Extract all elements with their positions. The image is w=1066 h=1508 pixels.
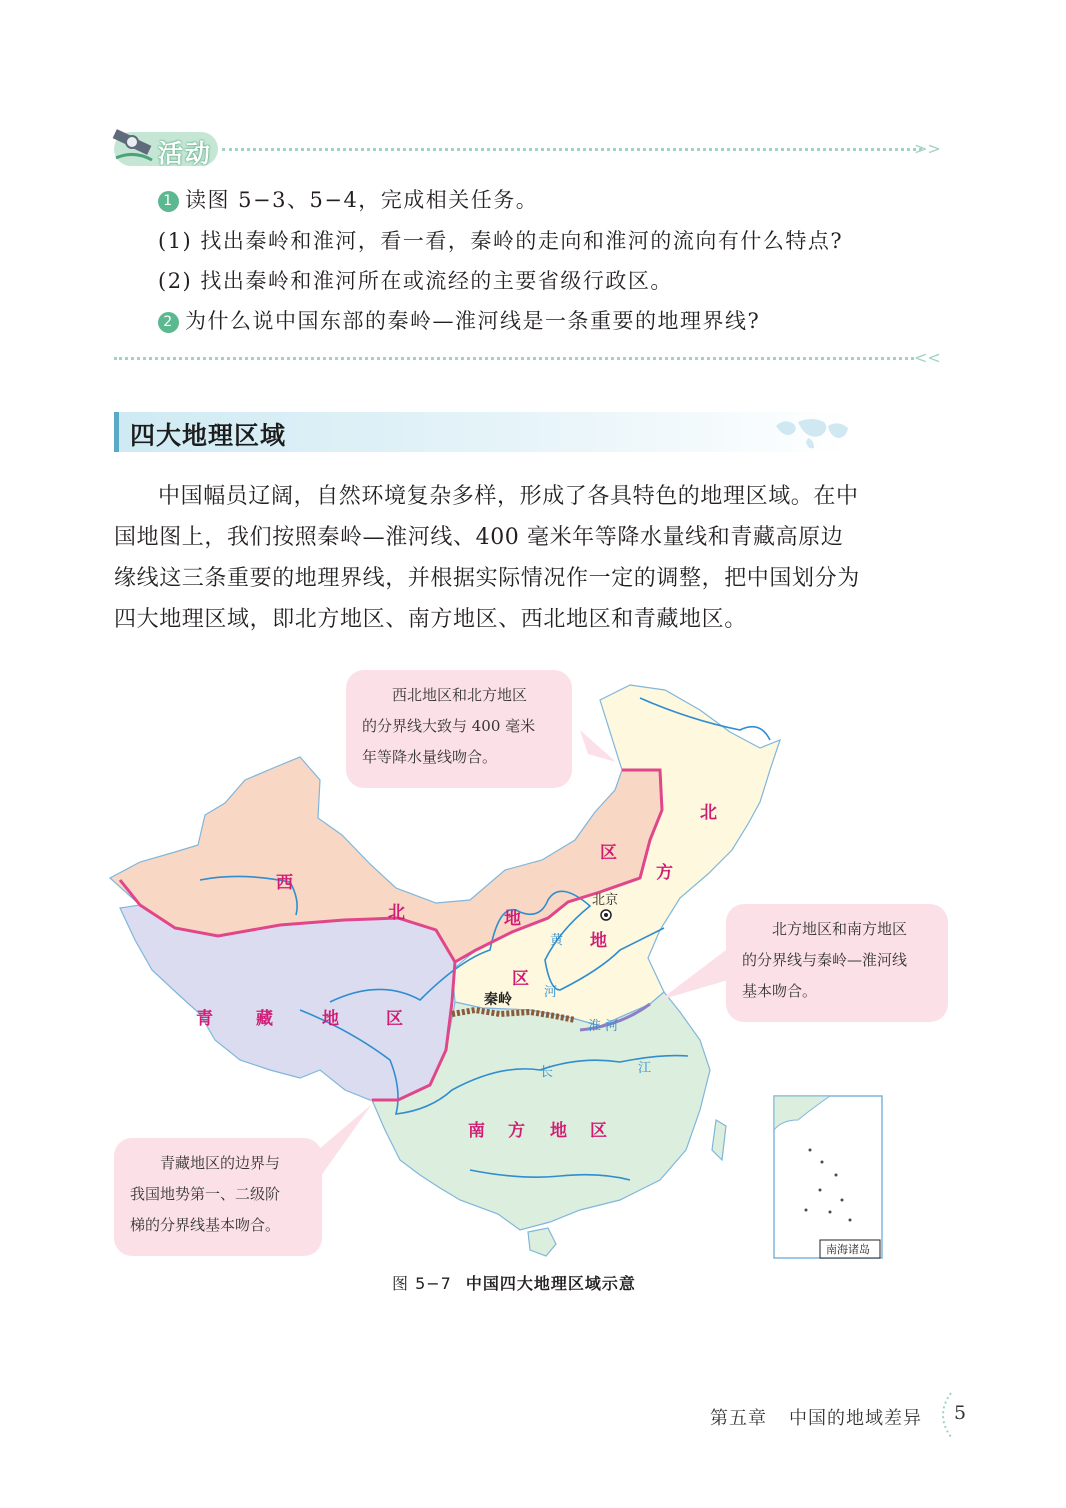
double-chevron-left-icon: << — [914, 348, 941, 367]
callout-north-south-boundary: 北方地区和南方地区 的分界线与秦岭—淮河线 基本吻合。 — [726, 904, 948, 1022]
taiwan-island — [712, 1120, 726, 1160]
region-label-north: 方 — [656, 863, 673, 883]
activity-item-text: (1) 找出秦岭和淮河，看一看，秦岭的走向和淮河的流向有什么特点? — [158, 229, 844, 253]
inset-label: 南海诸岛 — [826, 1243, 870, 1256]
river-label-changjiang: 江 — [638, 1061, 652, 1076]
qinling-label: 秦岭 — [484, 992, 512, 1008]
figure-number: 图 5−7 — [392, 1274, 452, 1293]
region-label-south: 地 — [550, 1121, 567, 1141]
river-label-changjiang: 长 — [540, 1065, 554, 1080]
region-label-tibet: 区 — [386, 1009, 403, 1029]
region-label-north: 北 — [700, 803, 717, 823]
chapter-label: 第五章 — [710, 1408, 767, 1429]
south-china-sea-inset — [774, 1096, 882, 1258]
figure-caption — [392, 1271, 636, 1294]
region-label-northwest: 区 — [512, 969, 529, 989]
figure-title: 中国四大地理区域示意 — [465, 1274, 636, 1293]
activity-title: 活动 — [158, 139, 213, 168]
tibet-region — [120, 905, 455, 1100]
paragraph-text: 中国幅员辽阔，自然环境复杂多样，形成了各具特色的地理区域。在中国地图上，我们按照秦岭—淮河线、400 毫米年等降水量线和青藏高原边缘线这三条重要的地理界线，并根据实际情况作一定的调整，把中国划分为四大地理区域，即北方地区、南方地区、西北地区和青藏地区。 — [114, 484, 860, 632]
item-number-badge: 2 — [158, 312, 179, 333]
callout-northwest-boundary: 西北地区和北方地区 的分界线大致与 400 毫米 年等降水量线吻合。 — [346, 670, 572, 788]
region-label-south: 区 — [590, 1121, 607, 1141]
region-label-tibet: 地 — [322, 1009, 339, 1029]
double-chevron-right-icon: >> — [914, 139, 941, 158]
activity-item-text: 读图 5−3、5−4，完成相关任务。 — [185, 188, 539, 212]
region-label-tibet: 藏 — [256, 1009, 273, 1029]
chapter-title: 中国的地域差异 — [789, 1408, 922, 1429]
item-number-badge: 1 — [158, 191, 179, 212]
hainan-island — [528, 1228, 556, 1256]
page-footer — [710, 1404, 922, 1430]
callout-tibet-boundary: 青藏地区的边界与 我国地势第一、二级阶 梯的分界线基本吻合。 — [114, 1138, 322, 1256]
region-label-south: 南 — [468, 1121, 485, 1141]
region-label-tibet: 青 — [196, 1009, 213, 1029]
region-label-northwest: 西 — [276, 873, 293, 893]
river-label-huang: 黄 — [550, 933, 564, 948]
region-label-northwest: 北 — [388, 903, 405, 923]
beijing-label: 北京 — [592, 893, 619, 908]
region-label-northwest: 地 — [504, 909, 521, 929]
region-label-south: 方 — [508, 1121, 525, 1141]
river-label-huang: 河 — [544, 985, 558, 1000]
section-title: 四大地理区域 — [130, 421, 287, 450]
page-number: 5 — [953, 1402, 967, 1424]
region-label-north: 地 — [590, 931, 607, 951]
region-label-north: 区 — [600, 843, 617, 863]
activity-item-text: (2) 找出秦岭和淮河所在或流经的主要省级行政区。 — [158, 269, 673, 293]
activity-item-text: 为什么说中国东部的秦岭—淮河线是一条重要的地理界线? — [185, 309, 761, 333]
river-label-huai: 淮 河 — [588, 1019, 619, 1034]
